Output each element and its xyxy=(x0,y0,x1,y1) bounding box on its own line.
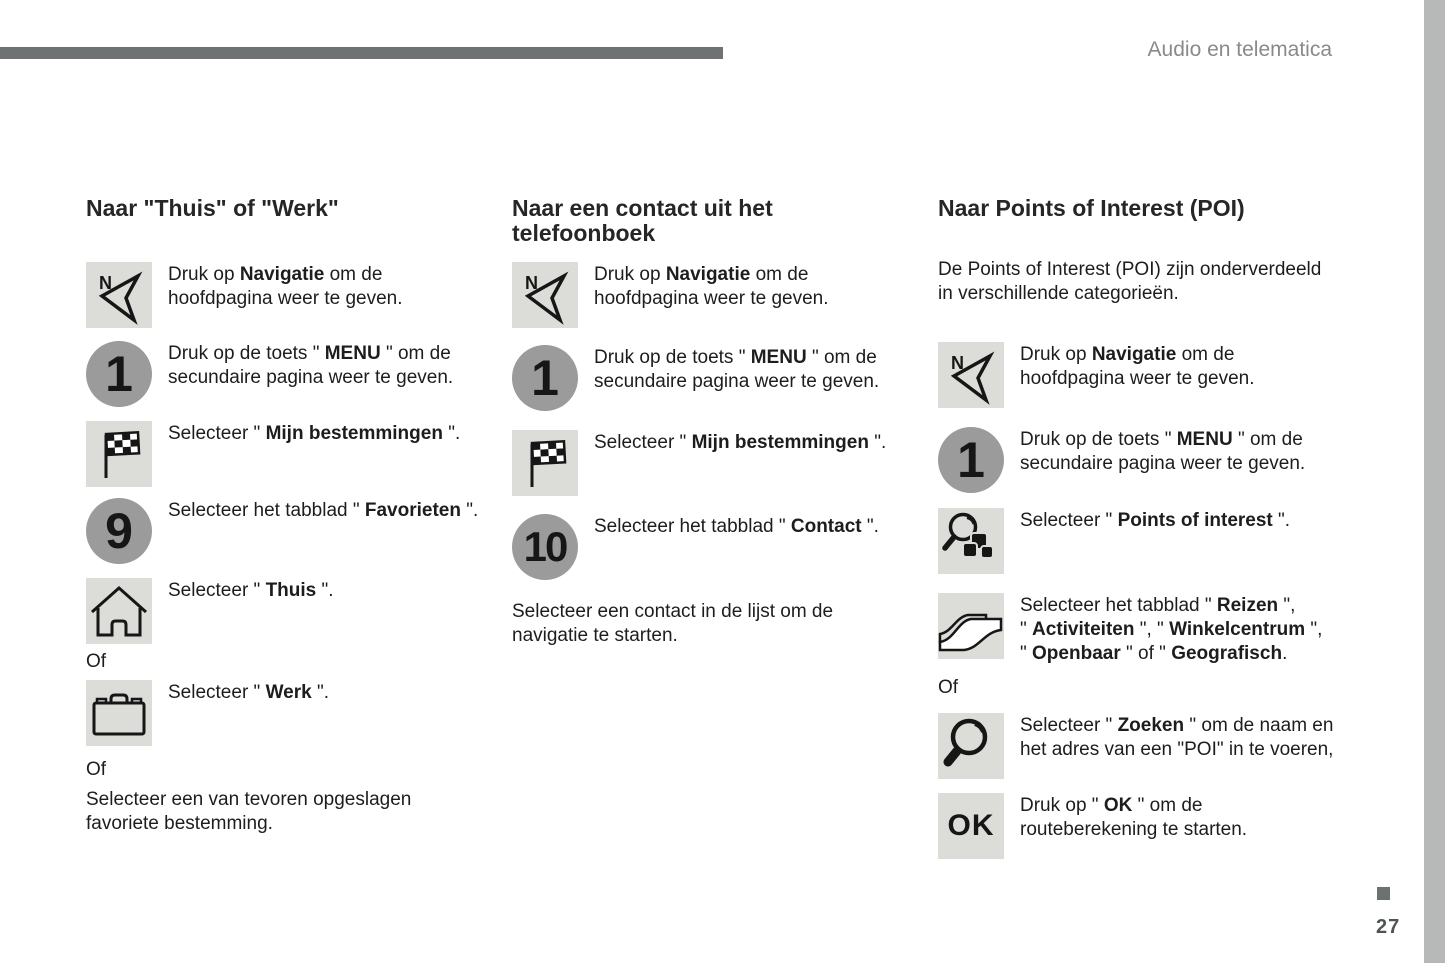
svg-text:N: N xyxy=(951,353,964,373)
step-text: Druk op de toets " MENU " om de secundaire pagina weer te geven. xyxy=(1020,429,1306,474)
step-number-badge: 10 xyxy=(512,514,578,580)
step-text: Selecteer " Zoeken " om de naam en het adres van een "POI" in te voeren, xyxy=(1020,715,1334,760)
column-title: Naar Points of Interest (POI) xyxy=(938,195,1245,221)
step-row xyxy=(86,578,334,644)
step-row xyxy=(512,262,829,328)
poi-search-icon xyxy=(938,508,1004,574)
navigation-arrow-n-icon xyxy=(86,262,152,328)
column-title: Naar een contact uit het telefoonboek xyxy=(512,195,773,246)
chapter-header: Audio en telematica xyxy=(1147,38,1332,61)
closing-paragraph: Selecteer een van tevoren opgeslagen favoriete bestemming. xyxy=(86,789,412,834)
step-row xyxy=(938,793,1247,859)
or-label: Of xyxy=(938,677,959,698)
step-text: Selecteer " Werk ". xyxy=(168,682,330,703)
home-icon xyxy=(86,578,152,644)
step-text: Selecteer het tabblad " Reizen ", " Activiteiten ", " Winkelcentrum ", " Openbaar " of " Geografisch. xyxy=(1020,595,1323,664)
ok-key-tile: OK xyxy=(938,793,1004,859)
navigation-arrow-n-icon xyxy=(938,342,1004,408)
column-home-work xyxy=(86,195,490,834)
section-end-marker xyxy=(1377,887,1390,900)
briefcase-icon xyxy=(86,680,152,746)
step-text: Druk op Navigatie om de hoofdpagina weer te geven. xyxy=(1020,344,1255,389)
step-text: Selecteer het tabblad " Contact ". xyxy=(594,516,879,537)
intro-paragraph: De Points of Interest (POI) zijn onderverdeeld in verschillende categorieën. xyxy=(938,259,1322,304)
step-number-badge: 9 xyxy=(86,498,152,564)
step-text: Druk op Navigatie om de hoofdpagina weer te geven. xyxy=(594,264,829,309)
step-row xyxy=(86,421,460,487)
step-row xyxy=(938,713,1333,779)
column-contact xyxy=(512,195,916,646)
step-text: Selecteer " Mijn bestemmingen ". xyxy=(168,423,461,444)
step-number-badge: 1 xyxy=(86,341,152,407)
closing-paragraph: Selecteer een contact in de lijst om de navigatie te starten. xyxy=(512,601,834,646)
or-label: Of xyxy=(86,651,107,672)
step-row xyxy=(86,262,403,328)
step-row xyxy=(938,427,1305,493)
checkered-flag-icon xyxy=(512,430,578,496)
svg-text:N: N xyxy=(99,273,112,293)
svg-text:N: N xyxy=(525,273,538,293)
step-text: Selecteer het tabblad " Favorieten ". xyxy=(168,500,479,521)
step-text: Selecteer " Mijn bestemmingen ". xyxy=(594,432,887,453)
step-row xyxy=(512,430,886,496)
step-row xyxy=(938,593,1322,666)
magnifier-icon xyxy=(938,713,1004,779)
checkered-flag-icon xyxy=(86,421,152,487)
page-edge-strip xyxy=(1424,0,1445,963)
navigation-arrow-n-icon xyxy=(512,262,578,328)
step-text: Druk op de toets " MENU " om de secundaire pagina weer te geven. xyxy=(594,347,880,392)
step-text: Druk op " OK " om de routeberekening te starten. xyxy=(1020,795,1248,840)
column-title: Naar "Thuis" of "Werk" xyxy=(86,195,339,221)
step-number-badge: 1 xyxy=(512,345,578,411)
or-label: Of xyxy=(86,759,107,780)
step-row xyxy=(86,341,453,407)
step-row xyxy=(86,498,478,564)
step-row xyxy=(86,680,329,746)
step-text: Druk op Navigatie om de hoofdpagina weer te geven. xyxy=(168,264,403,309)
page-number: 27 xyxy=(1376,916,1401,938)
step-row xyxy=(512,514,879,580)
step-text: Selecteer " Thuis ". xyxy=(168,580,334,601)
category-tabs-icon xyxy=(938,593,1004,659)
column-poi xyxy=(938,195,1342,842)
step-text: Selecteer " Points of interest ". xyxy=(1020,510,1291,531)
top-rule-bar xyxy=(0,47,723,59)
step-row xyxy=(512,345,879,411)
step-row xyxy=(938,508,1290,574)
step-row xyxy=(938,342,1255,408)
step-text: Druk op de toets " MENU " om de secundaire pagina weer te geven. xyxy=(168,343,454,388)
step-number-badge: 1 xyxy=(938,427,1004,493)
